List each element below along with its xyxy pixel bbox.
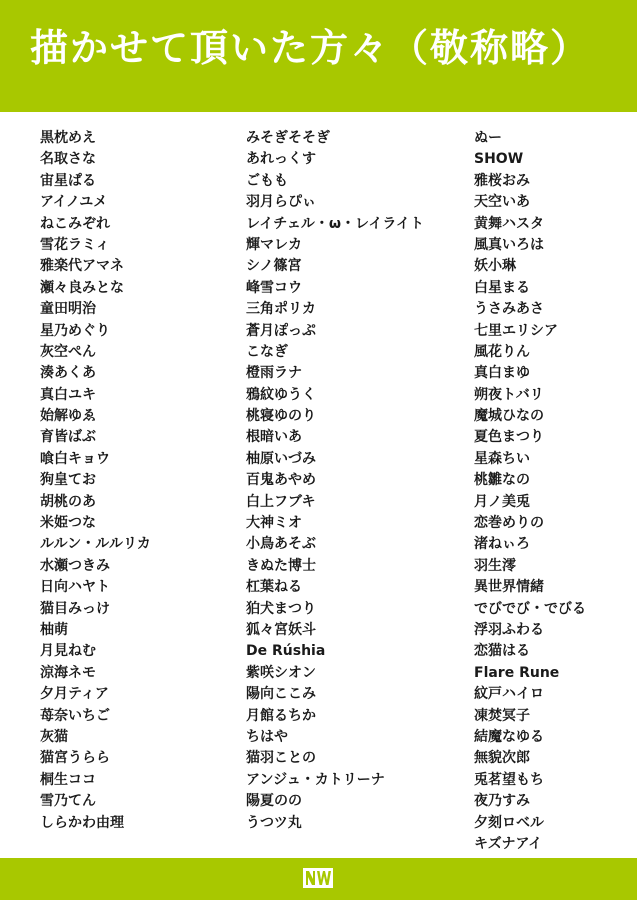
name-item: 柚萌 [40,621,68,638]
name-item: ぬー [474,130,502,146]
name-item: 灰猫 [40,728,68,745]
name-item: アンジュ・カトリーナ [246,771,385,788]
name-item: 真白まゆ [474,365,530,382]
name-item: 雪花ラミィ [40,236,110,253]
name-item: こなぎ [246,343,288,360]
name-item: 桃雛なの [474,472,530,489]
name-item: うさみあさ [474,301,544,318]
name-item: 魔城ひなの [474,408,544,425]
name-item: 月見ねむ [40,643,96,660]
name-item: 小鳥あそぶ [246,536,316,553]
name-item: でびでび・でびる [474,600,586,617]
name-item: 羽月らぴぃ [246,194,316,211]
name-item: 白星まる [474,279,530,296]
name-item: 渚ねぃろ [474,536,530,553]
name-item: 喰白キョウ [40,450,110,467]
name-item: 黒枕めえ [40,130,96,146]
name-item: 星乃めぐり [40,322,110,339]
name-item: 狛犬まつり [246,600,316,617]
name-item: SHOW [474,151,524,168]
name-item: みそぎそそぎ [246,130,330,146]
name-item: 柚原いづみ [246,450,316,467]
name-item: ごもも [246,172,288,189]
name-item: 雅桜おみ [474,172,530,189]
name-item: De Rúshia [246,643,326,660]
name-item: 名取さな [40,151,96,168]
name-item: 異世界情緒 [474,579,544,596]
name-item: 胡桃のあ [40,493,96,510]
name-item: 恋猫はる [474,643,530,660]
name-item: 童田明治 [40,301,96,318]
name-item: シノ篠宮 [246,258,302,275]
name-item: 宙星ぱる [40,172,96,189]
name-item: 浮羽ふわる [474,621,544,638]
name-column-2 [246,128,424,834]
page-title: 描かせて頂いた方々（敬称略） [30,26,591,70]
name-item: 猫目みっけ [40,600,110,617]
footer-banner [0,858,637,900]
name-item: 白上フブキ [246,493,316,510]
name-item: 月ノ美兎 [474,493,530,510]
nw-logo-icon [303,868,333,888]
name-column-1 [40,128,151,834]
name-item: 無貌次郎 [474,750,530,767]
name-item: 結魔なゆる [474,728,544,745]
name-item: 始解ゆゑ [40,408,96,425]
name-item: 雅楽代アマネ [40,258,124,275]
name-item: 七里エリシア [474,322,558,339]
name-item: しらかわ由理 [40,814,124,831]
name-item: 陽向ここみ [246,686,316,703]
name-item: 三角ポリカ [246,301,316,318]
name-item: あれっくす [246,151,316,168]
name-item: ちはや [246,728,288,745]
name-item: 夕刻ロベル [474,814,544,831]
name-item: アイノユメ [40,194,108,211]
name-item: 夕月ティア [40,686,109,703]
name-item: 狗皇てお [40,472,96,489]
name-item: キズナアイ [474,835,543,852]
name-item: 涼海ネモ [40,664,96,681]
name-item: 妖小琳 [474,258,516,275]
name-item: 夜乃すみ [474,793,530,810]
name-item: 灰空ぺん [40,343,96,360]
name-item: 猫羽ことの [246,750,316,767]
name-item: 雪乃てん [40,793,96,810]
name-item: レイチェル・ω・レイライト [246,215,424,232]
name-item: 狐々宮妖斗 [246,621,316,638]
name-item: Flare Rune [474,664,560,681]
name-item: 峰雪コウ [246,279,302,296]
name-item: 鴉紋ゆうく [246,386,316,403]
name-item: 水瀬つきみ [40,557,110,574]
name-item: 蒼月ぽっぷ [246,322,316,339]
name-item: 大神ミオ [246,515,302,532]
name-item: 陽夏のの [246,793,302,810]
name-item: 桃寝ゆのり [246,408,316,425]
name-item: 苺奈いちご [40,707,110,724]
name-item: 瀬々良みとな [40,279,124,296]
name-item: 猫宮うらら [40,750,110,767]
name-column-3 [474,128,586,855]
name-item: 黄舞ハスタ [474,215,544,232]
name-item: 天空いあ [474,194,530,211]
name-item: 羽生澪 [474,557,516,574]
header-banner [0,0,637,112]
name-item: きぬた博士 [246,557,316,574]
name-item: 月館るちか [246,707,316,724]
name-item: 星森ちい [474,450,530,467]
name-item: 風真いろは [474,236,544,253]
name-item: 兎茗望もち [474,771,544,788]
name-item: 紋戸ハイロ [474,686,544,703]
name-item: ルルン・ルルリカ [40,536,151,553]
name-item: 百鬼あやめ [246,472,316,489]
name-item: 紫咲シオン [246,664,316,681]
name-item: 杠葉ねる [246,579,302,596]
name-item: 輝マレカ [246,236,302,253]
name-item: 米姫つな [40,515,96,532]
name-item: うつツ丸 [246,814,302,831]
name-item: 根暗いあ [246,429,302,446]
name-item: 朔夜トバリ [474,386,544,403]
name-item: ねこみぞれ [40,215,110,232]
name-item: 真白ユキ [40,386,96,403]
name-item: 橙雨ラナ [246,365,302,382]
name-item: 恋巻めりの [474,515,544,532]
name-item: 湊あくあ [40,365,96,382]
name-item: 日向ハヤト [40,579,110,596]
name-item: 風花りん [474,343,530,360]
name-item: 凍焚冥子 [474,707,530,724]
name-item: 育皆ばぶ [40,429,96,446]
name-item: 夏色まつり [474,429,544,446]
name-item: 桐生ココ [40,771,96,788]
